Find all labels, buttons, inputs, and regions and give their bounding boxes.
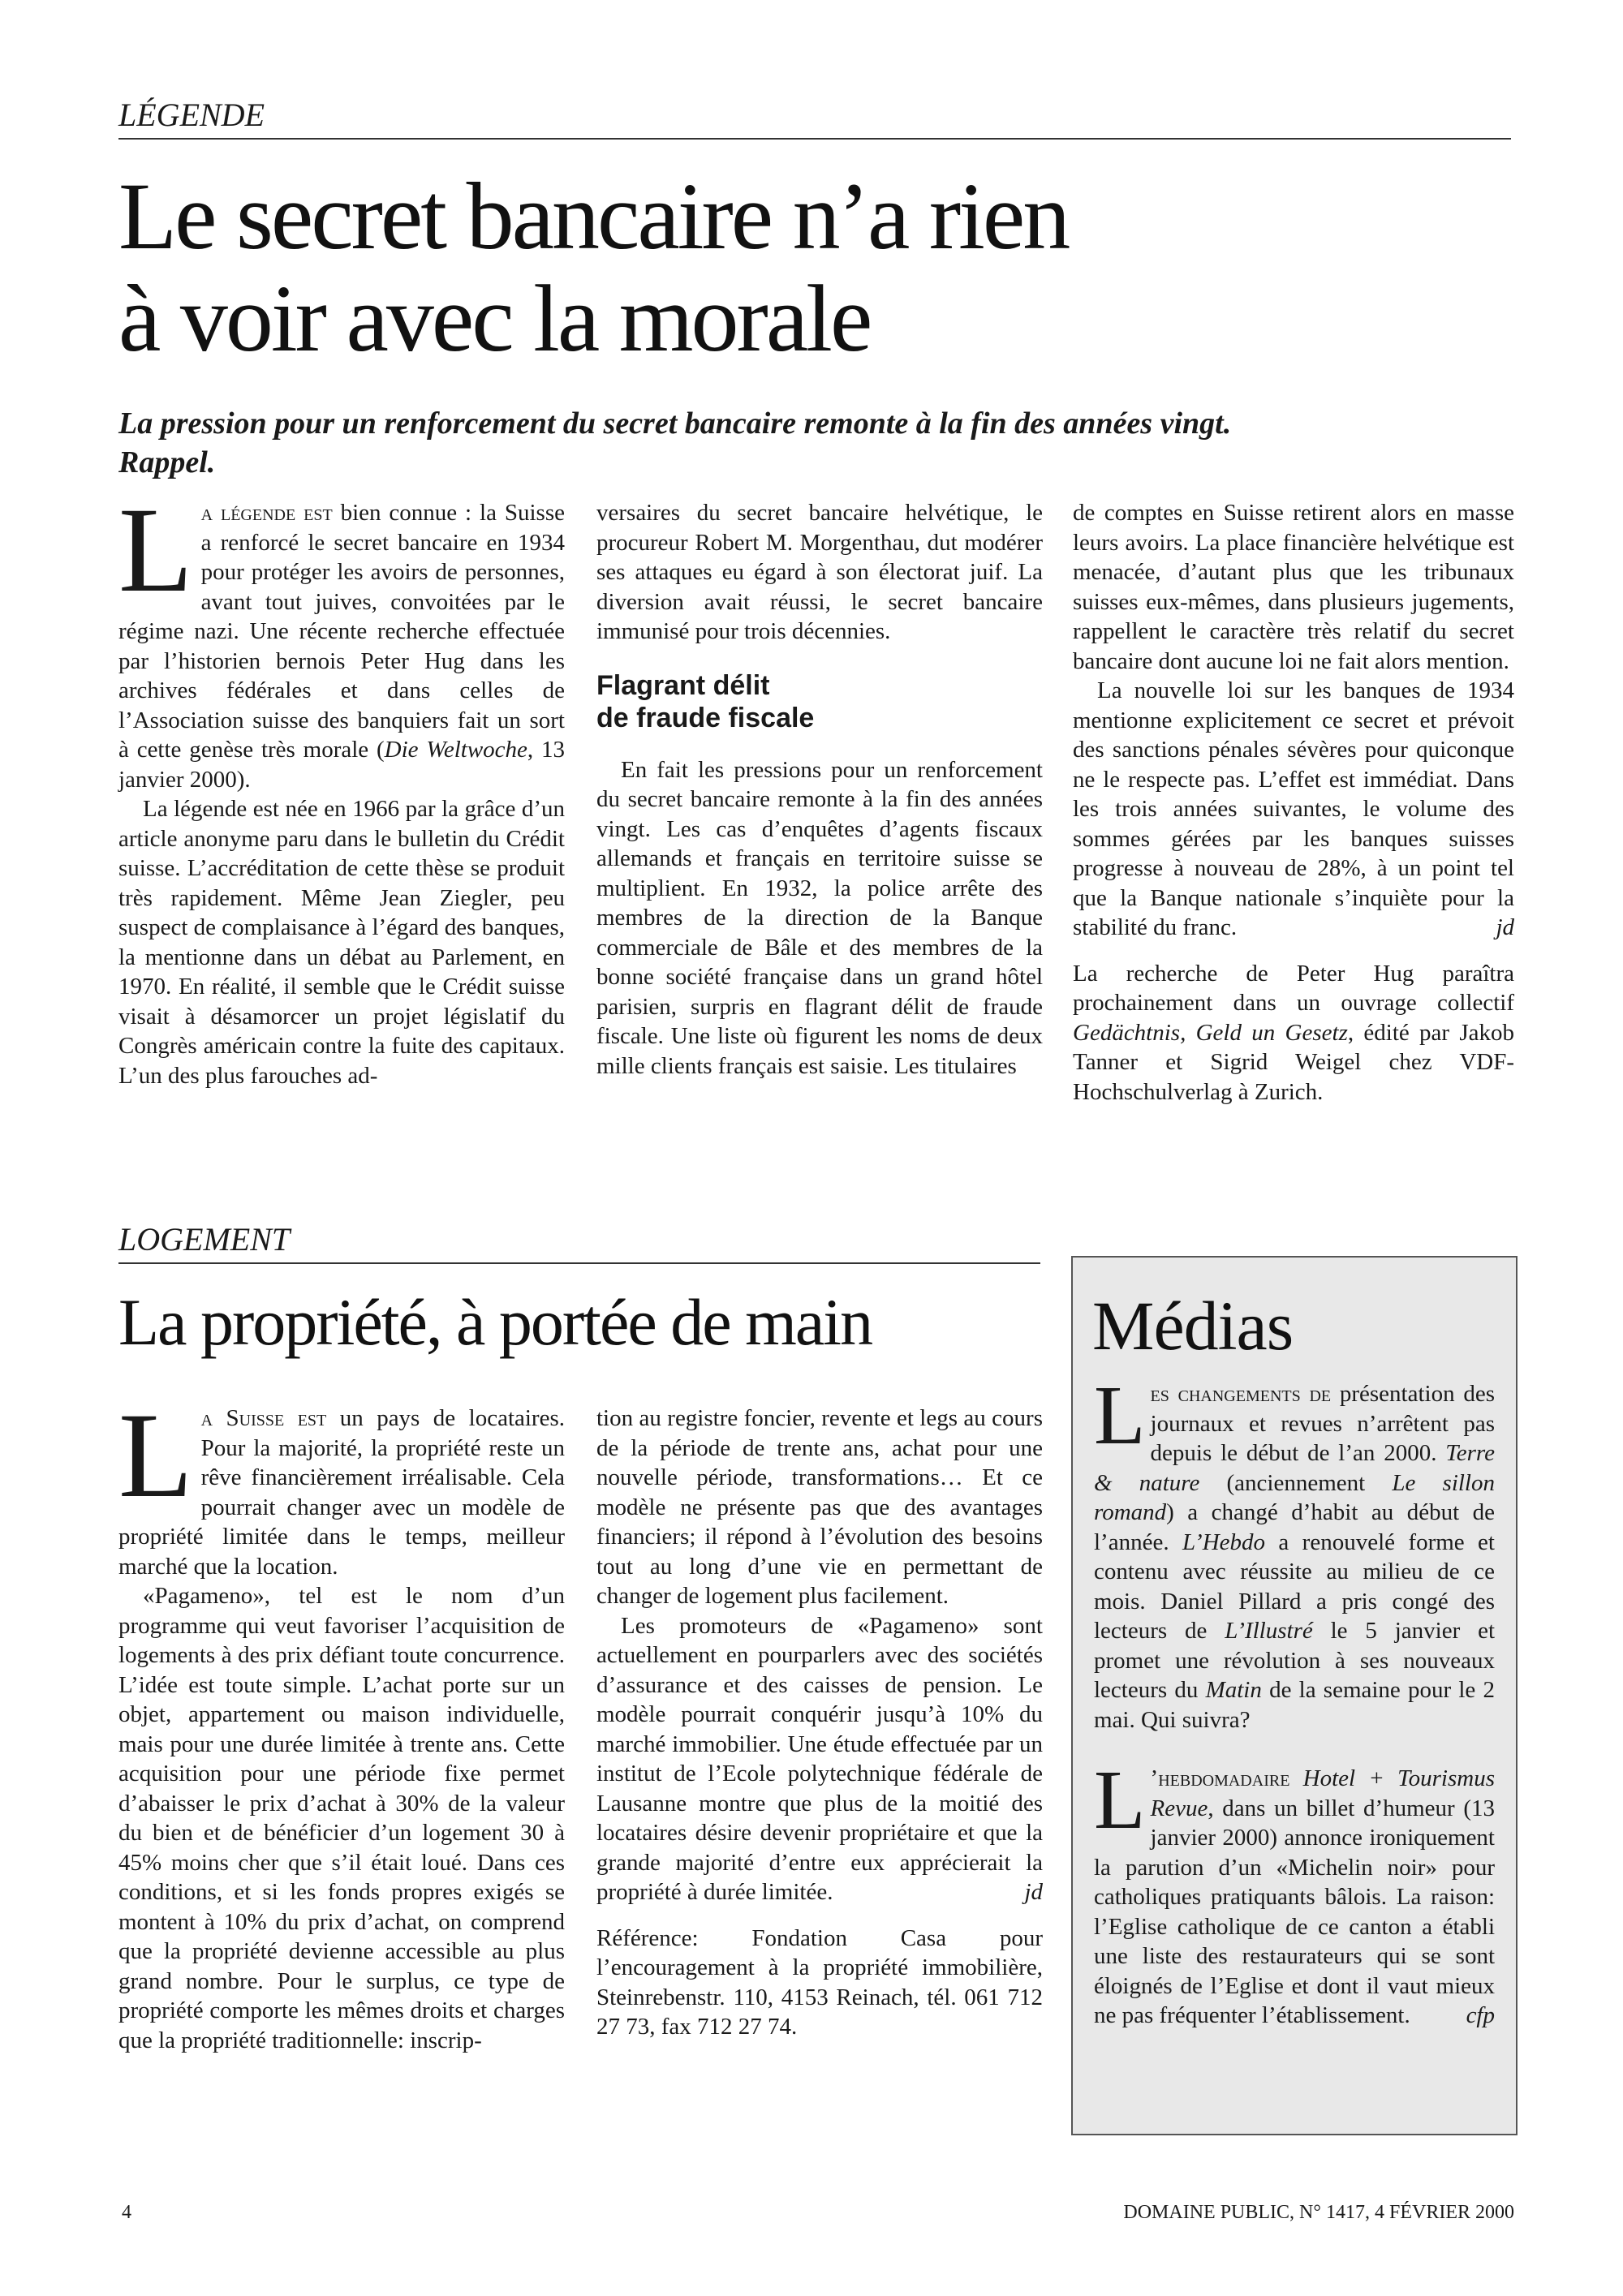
paragraph: tion au registre foncier, revente et legs au cours de la période de trente ans, achat pour une nouvelle période, transformations… Et ce modèle ne présente pas que des avantages financiers; il répond à l’évolution des besoins tout au long d’une vie en permettant de changer de logement plus facilement. [596, 1405, 1043, 1609]
paragraph [1094, 1753, 1496, 2031]
paragraph: de comptes en Suisse retirent alors en masse leurs avoirs. La place financière helvétique est menacée, d’autant plus que les tribunaux suisses eux-mêmes, dans plusieurs jugements, rappellent le caractère très relatif du secret bancaire dont aucune loi ne fait alors mention. [1073, 500, 1514, 674]
subheading-line2: de fraude fiscale [596, 702, 815, 733]
page-number: 4 [122, 2202, 131, 2223]
media-sidebar [1071, 1256, 1518, 2135]
paragraph-text: ) a changé d’habit au début de l’année. [1094, 1499, 1495, 1555]
article-column-1 [118, 1388, 565, 2055]
drop-cap: L [1094, 1369, 1146, 1462]
paragraph-text: un pays de locataires. Pour la majorité, la propriété reste un rêve financièrement irréalisable. Cela pourrait changer avec un modèle de propriété limitée dans le temps, meilleur marché que la location. [118, 1405, 565, 1580]
paragraph: versaires du secret bancaire helvétique, le procureur Robert M. Morgenthau, dut modérer ses attaques eu égard à son électorat juif. La diversion avait réussi, le secret bancaire immunisé pour trois décennies. [596, 500, 1043, 644]
paragraph: La légende est née en 1966 par la grâce d’un article anonyme paru dans le bulletin du Crédit suisse. L’accréditation de cette thèse se produit très rapidement. Même Jean Ziegler, peu suspect de complaisance à l’égard des banques, la mentionne dans un débat au Parlement, en 1970. En réalité, il semble que le Crédit suisse visait à désamorcer un projet législatif du Congrès américain contre la fuite des capitaux. L’un des plus farouches ad- [118, 796, 565, 1089]
publication-title: Le sillon romand [1094, 1469, 1495, 1525]
paragraph-text: Les promoteurs de «Pagameno» sont actuellement en pourparlers avec des sociétés d’assurance et des caisses de pension. Le modèle pourrait conquérir jusqu’à 10% du marché immobilier. Une étude effectuée par un institut de l’Ecole polytechnique fédérale de Lausanne montre que plus de la moitié des locataires désire devenir propriétaire et que la grande majorité d’entre eux apprécierait la propriété à durée limitée. [596, 1612, 1043, 1905]
drop-cap: L [118, 1388, 193, 1523]
article-title [118, 163, 1498, 372]
paragraph [1094, 1369, 1496, 1735]
section-rubric: LÉGENDE [118, 96, 1511, 140]
article-column-2 [596, 1404, 1043, 2042]
paragraph-text: (anciennement [1199, 1469, 1393, 1496]
paragraph-text: bien connue : la Suisse a renforcé le secret bancaire en 1934 pour protéger les avoirs de personnes, avant tout juives, convoitées par le régime nazi. Une récente recherche effectuée par l’historien bernois Peter Hug dans les archives fédérales et dans celles de l’Association suisse des banquiers fait un sort à cette genèse très morale ( [118, 500, 565, 763]
paragraph-text: a renouvelé forme et contenu avec réussite au milieu de ce mois. Daniel Pillard a pris congé des lecteurs de [1094, 1529, 1495, 1644]
lead-in-caps: a légende est [200, 500, 333, 526]
subheading [596, 669, 1043, 734]
publication-info: DOMAINE PUBLIC, N° 1417, 4 FÉVRIER 2000 [1123, 2202, 1514, 2223]
subheading-line1: Flagrant délit [596, 669, 770, 701]
publication-title: Matin [1205, 1677, 1262, 1703]
paragraph-text: , dans un billet d’humeur (13 janvier 2000) annonce ironiquement la parution d’un «Michelin noir» pour catholiques pratiquants bâlois. La raison: l’Eglise catholique de ce canton a établi une liste des restaurateurs qui se sont éloignés de l’Eglise et dont il vaut mieux ne pas fréquenter l’établissement. [1094, 1795, 1495, 2028]
paragraph-text: , 13 janvier 2000). [118, 737, 565, 793]
paragraph: «Pagameno», tel est le nom d’un programme qui veut favoriser l’acquisition de logements à des prix défiant toute concurrence. L’idée est toute simple. L’achat porte sur un objet, appartement ou maison individuelle, mais pour une durée limitée à trente ans. Cette acquisition pour une période fixe permet d’abaisser le prix d’achat à 30% de la valeur du bien et de bénéficier d’un logement 30 à 45% moins cher que s’il était loué. Dans ces conditions, et si les fonds propres exigés se montent à 10% du prix d’achat, on comprend que la propriété devienne accessible au plus grand nombre. Pour le surplus, ce type de propriété comporte les mêmes droits et charges que la propriété traditionnelle: inscrip- [118, 1583, 565, 2053]
drop-cap: L [118, 483, 193, 617]
note [1073, 959, 1514, 1107]
book-title: Gedächtnis, Geld un Gesetz [1073, 1019, 1348, 1046]
reference: Référence: Fondation Casa pour l’encouragement à la propriété immobilière, Steinrebenstr. 110, 4153 Reinach, tél. 061 712 27 73, fax 712 27 74. [596, 1924, 1043, 2040]
paragraph [118, 1388, 565, 1581]
source-title: Die Weltwoche [384, 737, 527, 763]
paragraph-text: présentation des journaux et revues n’arrêtent pas depuis le début de l’an 2000. [1150, 1381, 1495, 1466]
paragraph-text: le 5 janvier et promet une révolution à ses nouveaux lecteurs du [1094, 1618, 1496, 1703]
author-signature: jd [1024, 1879, 1043, 1905]
paragraph [596, 1611, 1043, 1907]
sidebar-body [1094, 1369, 1496, 2031]
article-column-2 [596, 498, 1043, 1081]
lead-in-caps: a Suisse est [200, 1405, 327, 1431]
paragraph-text: La nouvelle loi sur les banques de 1934 mentionne explicitement ce secret et prévoit des sanctions pénales sévères pour quiconque ne le respecte pas. L’effet est immédiat. Dans les trois années suivantes, le volume des sommes gérées par les banques suisses progresse à nouveau de 28%, à un point tel que la Banque nationale s’inquiète pour la stabilité du franc. [1073, 677, 1514, 940]
paragraph [118, 483, 565, 794]
publication-title: Terre & nature [1094, 1440, 1495, 1496]
paragraph [1073, 676, 1514, 943]
section-rubric: LOGEMENT [118, 1220, 1040, 1264]
lead-in-caps: es changements de [1150, 1381, 1332, 1407]
sidebar-title: Médias [1092, 1287, 1294, 1365]
lead-in-caps: ’hebdomadaire [1150, 1765, 1290, 1791]
article-title: La propriété, à portée de main [118, 1285, 872, 1359]
drop-cap: L [1094, 1753, 1146, 1847]
paragraph-text: de la semaine pour le 2 mai. Qui suivra? [1094, 1677, 1496, 1733]
author-signature: cfp [1466, 2002, 1495, 2028]
author-signature: jd [1496, 914, 1514, 940]
publication-title: L’Illustré [1225, 1618, 1313, 1644]
article-title-line1: Le secret bancaire n’a rien [118, 163, 1069, 269]
publication-title: Hotel + Tourismus Revue [1150, 1765, 1496, 1821]
article-column-1 [118, 483, 565, 1090]
paragraph: En fait les pressions pour un renforcement du secret bancaire remonte à la fin des années vingt. Les cas d’enquêtes d’agents fiscaux allemands et français en territoire suisse se multiplient. En 1932, la police arrête des membres de la direction de la Banque commerciale de Bâle et des membres de la bonne société française dans un grand hôtel parisien, surpris en flagrant délit de fraude fiscale. Une liste où figurent les noms de deux mille clients français est saisie. Les titulaires [596, 756, 1043, 1079]
publication-title: L’Hebdo [1182, 1529, 1266, 1555]
article-column-3 [1073, 498, 1514, 1107]
note-text: , édité par Jakob Tanner et Sigrid Weigel chez VDF-Hochschulverlag à Zurich. [1073, 1019, 1514, 1105]
article-lead: La pression pour un renforcement du secret bancaire remonte à la fin des années vingt. Rappel. [118, 406, 1232, 479]
article-title-line2: à voir avec la morale [118, 265, 871, 372]
note-text: La recherche de Peter Hug paraîtra prochainement dans un ouvrage collectif [1073, 960, 1514, 1016]
